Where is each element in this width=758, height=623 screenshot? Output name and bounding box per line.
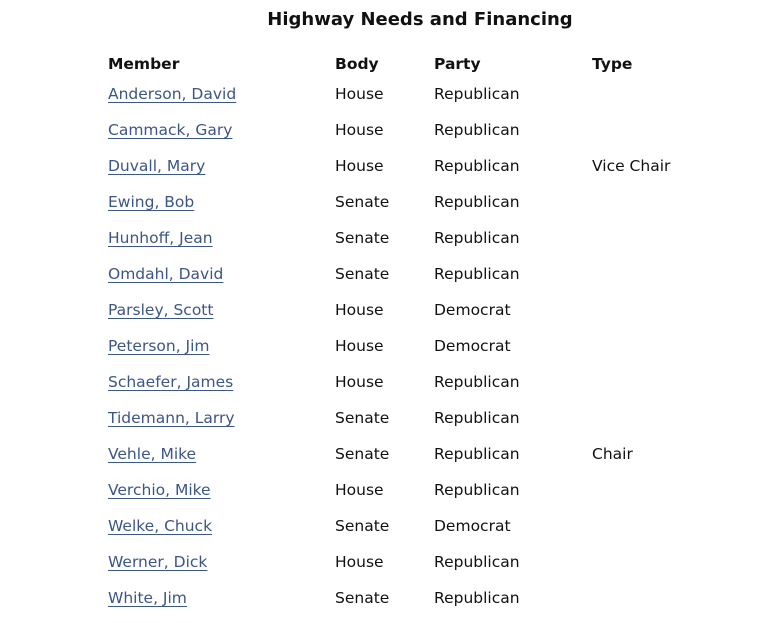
table-row [108, 263, 748, 299]
party-cell: Republican [434, 229, 520, 247]
party-cell: Republican [434, 589, 520, 607]
body-cell: Senate [335, 265, 390, 283]
party-cell: Republican [434, 445, 520, 463]
body-cell: Senate [335, 445, 390, 463]
table-row [108, 371, 748, 407]
party-cell: Republican [434, 157, 520, 175]
member-link[interactable]: Peterson, Jim [108, 337, 210, 355]
body-cell: House [335, 301, 384, 319]
header-type: Type [592, 55, 633, 73]
body-cell: Senate [335, 409, 390, 427]
body-cell: House [335, 337, 384, 355]
member-link[interactable]: Werner, Dick [108, 553, 208, 571]
party-cell: Republican [434, 409, 520, 427]
body-cell: Senate [335, 229, 390, 247]
table-row [108, 551, 748, 587]
body-cell: House [335, 85, 384, 103]
table-row [108, 407, 748, 443]
body-cell: House [335, 157, 384, 175]
member-link[interactable]: Parsley, Scott [108, 301, 214, 319]
body-cell: House [335, 481, 384, 499]
party-cell: Republican [434, 85, 520, 103]
table-row [108, 515, 748, 551]
body-cell: Senate [335, 517, 390, 535]
member-link[interactable]: Vehle, Mike [108, 445, 197, 463]
party-cell: Republican [434, 373, 520, 391]
table-row [108, 335, 748, 371]
header-member: Member [108, 55, 180, 73]
header-body: Body [335, 55, 379, 73]
member-link[interactable]: Hunhoff, Jean [108, 229, 213, 247]
body-cell: Senate [335, 589, 390, 607]
party-cell: Republican [434, 265, 520, 283]
member-link[interactable]: Verchio, Mike [108, 481, 211, 499]
table-row [108, 299, 748, 335]
table-header-row [108, 53, 748, 83]
party-cell: Democrat [434, 301, 511, 319]
member-link[interactable]: Omdahl, David [108, 265, 224, 283]
body-cell: House [335, 373, 384, 391]
table-row [108, 587, 748, 623]
member-link[interactable]: Tidemann, Larry [108, 409, 235, 427]
body-cell: House [335, 553, 384, 571]
table-row [108, 155, 748, 191]
header-party: Party [434, 55, 481, 73]
type-cell: Vice Chair [592, 157, 671, 175]
body-cell: House [335, 121, 384, 139]
member-link[interactable]: Ewing, Bob [108, 193, 195, 211]
table-row [108, 227, 748, 263]
type-cell: Chair [592, 445, 633, 463]
party-cell: Democrat [434, 517, 511, 535]
table-row [108, 443, 748, 479]
body-cell: Senate [335, 193, 390, 211]
member-link[interactable]: Welke, Chuck [108, 517, 213, 535]
party-cell: Republican [434, 121, 520, 139]
party-cell: Republican [434, 553, 520, 571]
members-table [108, 53, 748, 623]
table-row [108, 479, 748, 515]
member-link[interactable]: White, Jim [108, 589, 187, 607]
table-row [108, 83, 748, 119]
member-link[interactable]: Schaefer, James [108, 373, 234, 391]
table-row [108, 119, 748, 155]
table-row [108, 191, 748, 227]
party-cell: Republican [434, 193, 520, 211]
party-cell: Republican [434, 481, 520, 499]
party-cell: Democrat [434, 337, 511, 355]
member-link[interactable]: Cammack, Gary [108, 121, 233, 139]
page-title: Highway Needs and Financing [267, 9, 573, 30]
member-link[interactable]: Duvall, Mary [108, 157, 206, 175]
member-link[interactable]: Anderson, David [108, 85, 237, 103]
